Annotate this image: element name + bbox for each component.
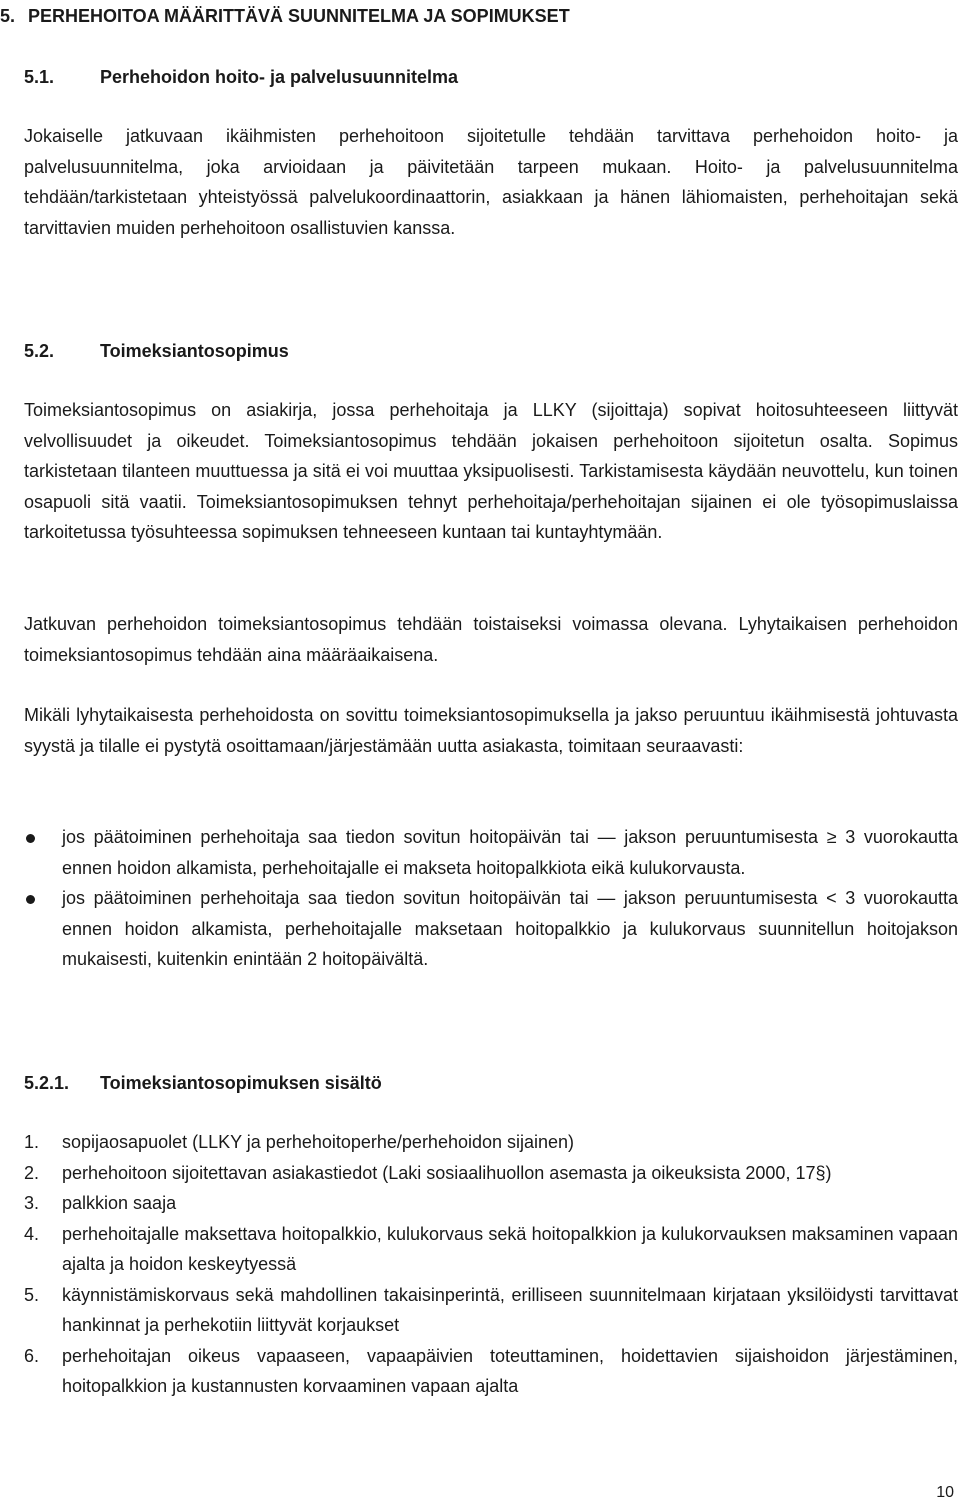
bullet-text: jos päätoiminen perhehoitaja saa tiedon sovitun hoitopäivän tai — jakson peruuntumisesta ≥ 3 vuorokautta ennen hoidon alkamista, perhehoitajalle ei makseta hoitopalkkiota eikä kulukorvausta. [62,827,958,878]
list-text: sopijaosapuolet (LLKY ja perhehoitoperhe/perhehoidon sijainen) [62,1132,575,1152]
list-item [24,1158,958,1189]
list-item [24,1219,958,1280]
list-number: 4. [24,1223,40,1244]
section-number: 5.1. [24,67,55,87]
list-item [24,822,958,883]
list-text: käynnistämiskorvaus sekä mahdollinen takaisinperintä, erilliseen suunnitelmaan kirjataan yksilöidysti tarvittavat hankinnat ja perhekotiin liittyvät korjaukset [62,1284,958,1335]
list-item [24,1188,958,1219]
section-title: Toimeksiantosopimus [100,341,289,361]
list-item [24,883,958,975]
chapter-number: 5. [0,6,16,26]
bullet-icon [26,895,35,904]
list-number: 5. [24,1284,40,1305]
list-text: palkkion saaja [62,1193,177,1213]
paragraph-contract: Toimeksiantosopimus on asiakirja, jossa perhehoitaja ja LLKY (sijoittaja) sopivat hoitosuhteeseen liittyvät velvollisuudet ja oikeudet. Toimeksiantosopimus tehdään jokaisen perhehoitoon sijoitetun osalta. Sopimus tarkistetaan tilanteen muuttuessa ja sitä ei voi muuttaa yksipuolisesti. Tarkistamisesta käydään neuvottelu, kun toinen osapuoli sitä vaatii. Toimeksiantosopimuksen tehnyt perhehoitaja/perhehoitajan sijainen ei ole työsopimuslaissa tarkoitetussa työsuhteessa sopimuksen tehneeseen kuntaan tai kuntayhtymään. [24,400,958,542]
contents-numbered-list [24,1127,958,1402]
section-title: Perhehoidon hoito- ja palvelusuunnitelma [100,67,459,87]
section-number: 5.2. [24,341,55,361]
section-title: Toimeksiantosopimuksen sisältö [100,1073,382,1093]
section-number: 5.2.1. [24,1073,70,1093]
section-heading-5-2 [24,340,289,362]
paragraph-cancellation: Mikäli lyhytaikaisesta perhehoidosta on sovittu toimeksiantosopimuksella ja jakso peruuntuu ikäihmisestä johtuvasta syystä ja tilalle ei pystytä osoittamaan/järjestämään uutta asiakasta, toimitaan seuraavasti: [24,705,958,756]
list-number: 3. [24,1193,40,1213]
section-heading-5-1 [24,66,458,88]
paragraph-contract-duration: Jatkuvan perhehoidon toimeksiantosopimus tehdään toistaiseksi voimassa olevana. Lyhytaikaisen perhehoidon toimeksiantosopimus tehdään aina määräaikaisena. [24,614,958,665]
section-heading-5-2-1 [24,1072,382,1094]
list-item [24,1280,958,1341]
bullet-icon [26,834,35,843]
list-text: perhehoitoon sijoitettavan asiakastiedot (Laki sosiaalihuollon asemasta ja oikeuksista 2000, 17§) [62,1162,832,1183]
list-number: 1. [24,1132,40,1152]
list-text: perhehoitajalle maksettava hoitopalkkio, kulukorvaus sekä hoitopalkkion ja kulukorvauksen maksaminen vapaan ajalta ja hoidon keskeytyessä [62,1223,958,1274]
page-number: 10 [936,1484,954,1501]
list-number: 2. [24,1162,40,1183]
list-item [24,1341,958,1402]
bullet-text: jos päätoiminen perhehoitaja saa tiedon sovitun hoitopäivän tai — jakson peruuntumisesta < 3 vuorokautta ennen hoidon alkamista, perhehoitajalle maksetaan hoitopalkkio ja kulukorvaus suunnitellun hoitojakson mukaisesti, kuitenkin enintään 2 hoitopäivältä. [62,888,958,969]
paragraph-care-plan: Jokaiselle jatkuvaan ikäihmisten perhehoitoon sijoitetulle tehdään tarvittava perhehoidon hoito- ja palvelusuunnitelma, joka arvioidaan ja päivitetään tarpeen mukaan. Hoito- ja palvelusuunnitelma tehdään/tarkistetaan yhteistyössä palvelukoordinaattorin, asiakkaan ja hänen lähiomaisten, perhehoitajan sekä tarvittavien muiden perhehoitoon osallistuvien kanssa. [24,126,958,238]
cancellation-bullet-list [24,822,958,975]
list-item [24,1127,958,1158]
chapter-title: PERHEHOITOA MÄÄRITTÄVÄ SUUNNITELMA JA SOPIMUKSET [28,6,570,26]
list-text: perhehoitajan oikeus vapaaseen, vapaapäivien toteuttaminen, hoidettavien sijaishoidon järjestäminen, hoitopalkkion ja kustannusten korvaaminen vapaan ajalta [62,1345,958,1396]
chapter-heading [0,5,570,27]
list-number: 6. [24,1345,40,1366]
